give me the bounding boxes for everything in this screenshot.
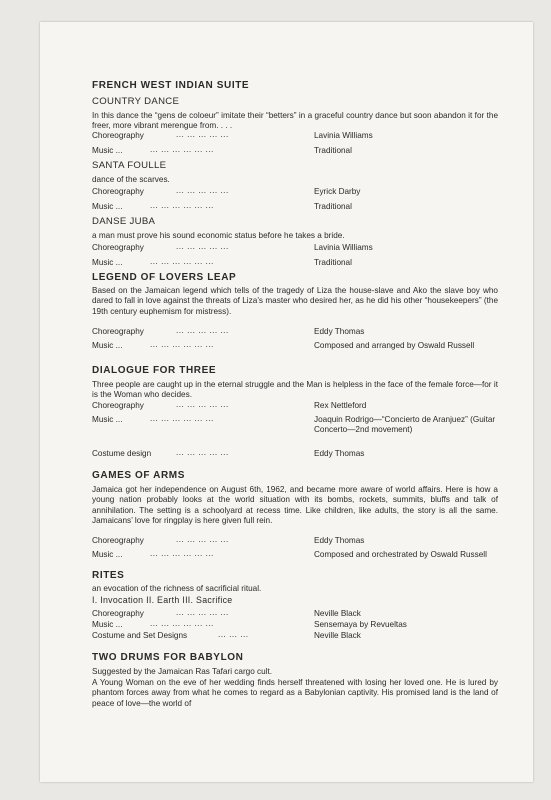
credit-label: Music ... xyxy=(92,415,123,424)
leader-dots: ... ... ... ... ... ... xyxy=(150,549,214,558)
credit-row xyxy=(92,187,498,199)
leader-dots: ... ... ... ... ... xyxy=(176,242,229,251)
leader-dots: ... ... ... ... ... xyxy=(176,130,229,139)
credit-row xyxy=(92,550,498,562)
credit-label: Music ... xyxy=(92,341,123,350)
credit-label: Choreography xyxy=(92,401,144,410)
credit-row xyxy=(92,449,498,461)
desc-santa-foulle: dance of the scarves. xyxy=(92,175,170,184)
credit-value: Composed and arranged by Oswald Russell xyxy=(314,341,475,350)
program-page xyxy=(40,22,533,782)
credit-row xyxy=(92,401,498,413)
leader-dots: ... ... ... ... ... xyxy=(176,608,229,617)
desc-babylon-2: A Young Woman on the eve of her wedding finds herself threatened with losing her loved one. He is lured by phantom forces away from what he comes to regard as a Babylonian captivity. His promised land is the land of peace of love—the world of xyxy=(92,678,498,708)
credit-value: Neville Black xyxy=(314,609,361,618)
desc-games: Jamaica got her independence on August 6th, 1962, and became more aware of world affairs. Here is how a young nation probably looks at the world situation with its bombs, rockets, summits, bluffs and talk of annihilation. The setting is a schoolyard at recess time. Like children, like adults, the story is all the same. Jamaicans’ love for ringplay is here given full rein. xyxy=(92,485,498,525)
credit-row xyxy=(92,341,498,353)
credit-label: Costume design xyxy=(92,449,152,458)
credit-row xyxy=(92,146,498,158)
credit-value: Eyrick Darby xyxy=(314,187,361,196)
leader-dots: ... ... ... ... ... xyxy=(176,186,229,195)
section-title-rites: RITES xyxy=(92,570,125,581)
section-title-dialogue-for-three: DIALOGUE FOR THREE xyxy=(92,365,217,376)
leader-dots: ... ... ... ... ... ... xyxy=(150,340,214,349)
credit-row xyxy=(92,202,498,214)
leader-dots: ... ... ... ... ... ... xyxy=(150,619,214,628)
credit-label: Music ... xyxy=(92,146,123,155)
subtitle-danse-juba: DANSE JUBA xyxy=(92,216,156,227)
credit-row xyxy=(92,536,498,548)
credit-label: Choreography xyxy=(92,131,144,140)
credit-value: Traditional xyxy=(314,146,352,155)
desc-legend: Based on the Jamaican legend which tells of the tragedy of Liza the house-slave and Ako the slave boy who dared to fall in love against the threats of Liza’s master who desired her, as he did his other “housekeepers” (the 19th century euphemism for mistress). xyxy=(92,286,498,316)
desc-country-dance: In this dance the “gens de coloeur” imitate their “betters” in a graceful country dance but soon abandon it for the freer, more vibrant merengue from. . . . xyxy=(92,111,498,131)
credit-label: Choreography xyxy=(92,536,144,545)
leader-dots: ... ... ... ... ... ... xyxy=(150,257,214,266)
credit-label: Choreography xyxy=(92,609,144,618)
leader-dots: ... ... ... ... ... ... xyxy=(150,201,214,210)
desc-danse-juba: a man must prove his sound economic status before he takes a bride. xyxy=(92,231,345,240)
desc-rites: an evocation of the richness of sacrificial ritual. xyxy=(92,584,262,593)
leader-dots: ... ... ... xyxy=(218,630,249,639)
subtitle-santa-foulle: SANTA FOULLE xyxy=(92,160,167,171)
credit-value: Traditional xyxy=(314,202,352,211)
credit-value: Eddy Thomas xyxy=(314,536,365,545)
credit-row xyxy=(92,131,498,143)
section-title-games-of-arms: GAMES OF ARMS xyxy=(92,470,185,481)
credit-label: Choreography xyxy=(92,327,144,336)
credit-label: Music ... xyxy=(92,202,123,211)
credit-label: Choreography xyxy=(92,187,144,196)
credit-label: Costume and Set Designs xyxy=(92,631,188,640)
subtitle-country-dance: COUNTRY DANCE xyxy=(92,96,180,107)
credit-value: Composed and orchestrated by Oswald Russell xyxy=(314,550,487,559)
leader-dots: ... ... ... ... ... xyxy=(176,326,229,335)
credit-label: Music ... xyxy=(92,550,123,559)
credit-value: Neville Black xyxy=(314,631,361,640)
credit-value: Lavinia Williams xyxy=(314,131,373,140)
section-title-two-drums-for-babylon: TWO DRUMS FOR BABYLON xyxy=(92,652,244,663)
credit-row xyxy=(92,243,498,255)
leader-dots: ... ... ... ... ... xyxy=(176,448,229,457)
credit-value: Joaquin Rodrigo—“Concierto de Aranjuez” (Guitar Concerto—2nd movement) xyxy=(314,415,496,435)
credit-label: Music ... xyxy=(92,258,123,267)
credit-label: Choreography xyxy=(92,243,144,252)
credit-value: Eddy Thomas xyxy=(314,327,365,336)
credit-value: Rex Nettleford xyxy=(314,401,367,410)
desc-babylon-1: Suggested by the Jamaican Ras Tafari cargo cult. xyxy=(92,667,273,676)
credit-value: Sensemaya by Revueltas xyxy=(314,620,407,629)
credit-row xyxy=(92,327,498,339)
leader-dots: ... ... ... ... ... xyxy=(176,400,229,409)
rites-parts: I. Invocation II. Earth III. Sacrifice xyxy=(92,595,233,605)
credit-value: Traditional xyxy=(314,258,352,267)
leader-dots: ... ... ... ... ... ... xyxy=(150,414,214,423)
section-title-french-west-indian-suite: FRENCH WEST INDIAN SUITE xyxy=(92,80,250,91)
credit-value: Lavinia Williams xyxy=(314,243,373,252)
leader-dots: ... ... ... ... ... xyxy=(176,535,229,544)
credit-row xyxy=(92,258,498,270)
leader-dots: ... ... ... ... ... ... xyxy=(150,145,214,154)
credit-row xyxy=(92,631,498,643)
desc-dialogue: Three people are caught up in the eternal struggle and the Man is helpless in the face of the female force—for it is the Woman who decides. xyxy=(92,380,498,400)
credit-row xyxy=(92,414,498,435)
section-title-legend-of-lovers-leap: LEGEND OF LOVERS LEAP xyxy=(92,272,237,283)
credit-value: Eddy Thomas xyxy=(314,449,365,458)
credit-label: Music ... xyxy=(92,620,123,629)
